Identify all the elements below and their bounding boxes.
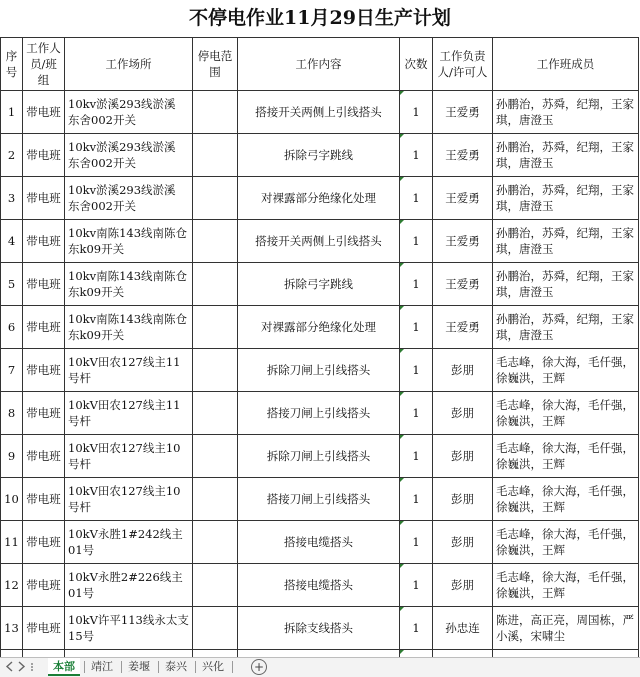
cell-index[interactable]: 4 <box>1 220 23 263</box>
cell-count[interactable]: 1 <box>400 478 433 521</box>
table-row <box>1 134 639 177</box>
table-row <box>1 650 639 658</box>
cell-count[interactable]: 1 <box>400 392 433 435</box>
table-row <box>1 564 639 607</box>
cell-leader[interactable]: 王爱勇 <box>433 91 493 134</box>
cell-outage-range[interactable] <box>193 564 238 607</box>
cell-team[interactable]: 带电班 <box>23 134 65 177</box>
cell-count[interactable]: 1 <box>400 220 433 263</box>
cell-content[interactable]: 搭接刀闸上引线搭头 <box>238 478 400 521</box>
cell-index[interactable] <box>1 650 23 658</box>
cell-team[interactable]: 带电班 <box>23 521 65 564</box>
cell-place[interactable]: 10kV永胜1#242线主01号 <box>65 521 193 564</box>
cell-index[interactable]: 1 <box>1 91 23 134</box>
cell-team[interactable] <box>23 650 65 658</box>
cell-place[interactable]: 10kV永胜2#226线主01号 <box>65 564 193 607</box>
first-sheet-icon[interactable] <box>5 660 14 673</box>
table-row <box>1 435 639 478</box>
cell-members[interactable]: 孙鹏治，苏舜，纪翔，王家琪，唐澄玉 <box>493 220 639 263</box>
table-row <box>1 521 639 564</box>
cell-leader[interactable]: 王爱勇 <box>433 220 493 263</box>
cell-outage-range[interactable] <box>193 650 238 658</box>
cell-index[interactable]: 8 <box>1 392 23 435</box>
next-sheet-icon[interactable] <box>17 660 26 673</box>
cell-members[interactable] <box>493 650 639 658</box>
cell-index[interactable]: 5 <box>1 263 23 306</box>
cell-team[interactable]: 带电班 <box>23 91 65 134</box>
cell-count[interactable] <box>400 650 433 658</box>
cell-place[interactable]: 10kV田农127线主10号杆 <box>65 435 193 478</box>
header-row <box>1 38 639 91</box>
cell-count[interactable]: 1 <box>400 91 433 134</box>
cell-content[interactable]: 拆除弓字跳线 <box>238 134 400 177</box>
table-row <box>1 220 639 263</box>
cell-leader[interactable]: 彭朋 <box>433 392 493 435</box>
cell-outage-range[interactable] <box>193 349 238 392</box>
cell-index[interactable]: 10 <box>1 478 23 521</box>
cell-index[interactable]: 3 <box>1 177 23 220</box>
more-sheets-icon[interactable] <box>29 660 35 673</box>
cell-outage-range[interactable] <box>193 263 238 306</box>
sheet-tab[interactable]: 姜堰 <box>128 660 150 673</box>
cell-content[interactable]: 对裸露部分绝缘化处理 <box>238 306 400 349</box>
table-row <box>1 392 639 435</box>
cell-members[interactable]: 毛志峰，徐大海，毛仟强，徐巍洪，王辉 <box>493 478 639 521</box>
cell-outage-range[interactable] <box>193 177 238 220</box>
cell-content[interactable]: 对裸露部分绝缘化处理 <box>238 177 400 220</box>
cell-members[interactable]: 毛志峰，徐大海，毛仟强，徐巍洪，王辉 <box>493 392 639 435</box>
cell-content[interactable]: 拆除刀闸上引线搭头 <box>238 435 400 478</box>
header-cell[interactable]: 工作负责人/许可人 <box>433 38 493 91</box>
cell-content[interactable]: 拆除刀闸上引线搭头 <box>238 349 400 392</box>
cell-leader[interactable]: 彭朋 <box>433 521 493 564</box>
cell-leader[interactable]: 彭朋 <box>433 564 493 607</box>
cell-place[interactable]: 10kv淤溪293线淤溪 东舍002开关 <box>65 91 193 134</box>
header-cell[interactable]: 次数 <box>400 38 433 91</box>
cell-place[interactable]: 10kV田农127线主10号杆 <box>65 478 193 521</box>
cell-index[interactable]: 11 <box>1 521 23 564</box>
table-row <box>1 177 639 220</box>
header-cell[interactable]: 工作内容 <box>238 38 400 91</box>
cell-content[interactable]: 搭接开关两侧上引线搭头 <box>238 91 400 134</box>
cell-outage-range[interactable] <box>193 392 238 435</box>
cell-content[interactable]: 搭接开关两侧上引线搭头 <box>238 220 400 263</box>
cell-content[interactable] <box>238 650 400 658</box>
cell-members[interactable]: 陈进，高正亮，周国栋，严小溪，宋啸尘 <box>493 607 639 650</box>
header-cell[interactable]: 工作班成员 <box>493 38 639 91</box>
cell-members[interactable]: 毛志峰，徐大海，毛仟强，徐巍洪，王辉 <box>493 564 639 607</box>
cell-index[interactable]: 2 <box>1 134 23 177</box>
cell-leader[interactable]: 王爱勇 <box>433 263 493 306</box>
cell-members[interactable]: 孙鹏治，苏舜，纪翔，王家琪，唐澄玉 <box>493 263 639 306</box>
table-row <box>1 91 639 134</box>
cell-outage-range[interactable] <box>193 91 238 134</box>
cell-members[interactable]: 毛志峰，徐大海，毛仟强，徐巍洪，王辉 <box>493 521 639 564</box>
cell-members[interactable]: 孙鹏治，苏舜，纪翔，王家琪，唐澄玉 <box>493 134 639 177</box>
cell-team[interactable]: 带电班 <box>23 263 65 306</box>
tab-divider <box>84 661 85 673</box>
cell-index[interactable]: 13 <box>1 607 23 650</box>
tab-divider <box>232 661 233 673</box>
cell-team[interactable]: 带电班 <box>23 220 65 263</box>
cell-index[interactable]: 9 <box>1 435 23 478</box>
cell-index[interactable]: 6 <box>1 306 23 349</box>
cell-place[interactable]: 10kV田农127线主11号杆 <box>65 349 193 392</box>
cell-place[interactable]: 10kV田农127线主11号杆 <box>65 392 193 435</box>
cell-content[interactable]: 搭接电缆搭头 <box>238 521 400 564</box>
cell-content[interactable]: 拆除弓字跳线 <box>238 263 400 306</box>
cell-count[interactable]: 1 <box>400 349 433 392</box>
cell-count[interactable]: 1 <box>400 607 433 650</box>
table-row <box>1 349 639 392</box>
header-cell[interactable]: 停电范围 <box>193 38 238 91</box>
table-row <box>1 263 639 306</box>
header-cell[interactable]: 工作场所 <box>65 38 193 91</box>
cell-outage-range[interactable] <box>193 607 238 650</box>
cell-place[interactable]: 10kv淤溪293线淤溪 东舍002开关 <box>65 134 193 177</box>
cell-members[interactable]: 孙鹏治，苏舜，纪翔，王家琪，唐澄玉 <box>493 177 639 220</box>
sheet-title: 不停电作业11月29日生产计划 <box>189 7 451 29</box>
sheet-tab[interactable]: 兴化 <box>202 660 224 673</box>
cell-content[interactable]: 搭接电缆搭头 <box>238 564 400 607</box>
cell-leader[interactable]: 王爱勇 <box>433 177 493 220</box>
plan-table <box>0 37 639 657</box>
cell-count[interactable]: 1 <box>400 306 433 349</box>
cell-outage-range[interactable] <box>193 306 238 349</box>
table-row <box>1 607 639 650</box>
cell-place[interactable]: 10kv南陈143线南陈仓东k09开关 <box>65 220 193 263</box>
cell-count[interactable]: 1 <box>400 521 433 564</box>
cell-count[interactable]: 1 <box>400 134 433 177</box>
cell-members[interactable]: 毛志峰，徐大海，毛仟强，徐巍洪，王辉 <box>493 435 639 478</box>
sheet-tab[interactable]: 泰兴 <box>165 660 187 673</box>
cell-outage-range[interactable] <box>193 435 238 478</box>
cell-members[interactable]: 毛志峰，徐大海，毛仟强，徐巍洪，王辉 <box>493 349 639 392</box>
cell-team[interactable]: 带电班 <box>23 478 65 521</box>
tab-divider <box>195 661 196 673</box>
cell-team[interactable]: 带电班 <box>23 607 65 650</box>
cell-leader[interactable]: 王爱勇 <box>433 306 493 349</box>
cell-place[interactable]: 10kv南陈143线南陈仓东k09开关 <box>65 263 193 306</box>
add-sheet-button[interactable]: + <box>251 659 267 675</box>
header-cell[interactable]: 工作人员/班组 <box>23 38 65 91</box>
sheet-tab[interactable]: 本部 <box>48 658 80 676</box>
cell-team[interactable]: 带电班 <box>23 392 65 435</box>
cell-content[interactable]: 搭接刀闸上引线搭头 <box>238 392 400 435</box>
cell-leader[interactable]: 彭朋 <box>433 435 493 478</box>
cell-leader[interactable]: 孙忠连 <box>433 607 493 650</box>
cell-leader[interactable]: 彭朋 <box>433 478 493 521</box>
cell-count[interactable]: 1 <box>400 177 433 220</box>
cell-outage-range[interactable] <box>193 220 238 263</box>
sheet-tab[interactable]: 靖江 <box>91 660 113 673</box>
cell-outage-range[interactable] <box>193 478 238 521</box>
cell-team[interactable]: 带电班 <box>23 177 65 220</box>
cell-members[interactable]: 孙鹏治，苏舜，纪翔，王家琪，唐澄玉 <box>493 91 639 134</box>
cell-index[interactable]: 12 <box>1 564 23 607</box>
cell-leader[interactable] <box>433 650 493 658</box>
cell-outage-range[interactable] <box>193 134 238 177</box>
cell-outage-range[interactable] <box>193 521 238 564</box>
cell-count[interactable]: 1 <box>400 263 433 306</box>
tab-divider <box>121 661 122 673</box>
cell-team[interactable]: 带电班 <box>23 306 65 349</box>
cell-members[interactable]: 孙鹏治，苏舜，纪翔，王家琪，唐澄玉 <box>493 306 639 349</box>
cell-team[interactable]: 带电班 <box>23 349 65 392</box>
table-row <box>1 306 639 349</box>
cell-leader[interactable]: 彭朋 <box>433 349 493 392</box>
cell-place[interactable]: 10kv淤溪293线淤溪 东舍002开关 <box>65 177 193 220</box>
cell-place[interactable]: 10kv南陈143线南陈仓东k09开关 <box>65 306 193 349</box>
cell-leader[interactable]: 王爱勇 <box>433 134 493 177</box>
cell-content[interactable]: 拆除支线搭头 <box>238 607 400 650</box>
cell-place[interactable] <box>65 650 193 658</box>
cell-count[interactable]: 1 <box>400 564 433 607</box>
table-row <box>1 478 639 521</box>
cell-team[interactable]: 带电班 <box>23 435 65 478</box>
sheet-tab-bar <box>0 657 640 677</box>
tab-divider <box>158 661 159 673</box>
cell-index[interactable]: 7 <box>1 349 23 392</box>
header-cell[interactable]: 序号 <box>1 38 23 91</box>
cell-team[interactable]: 带电班 <box>23 564 65 607</box>
cell-place[interactable]: 10kV许平113线永太支15号 <box>65 607 193 650</box>
cell-count[interactable]: 1 <box>400 435 433 478</box>
